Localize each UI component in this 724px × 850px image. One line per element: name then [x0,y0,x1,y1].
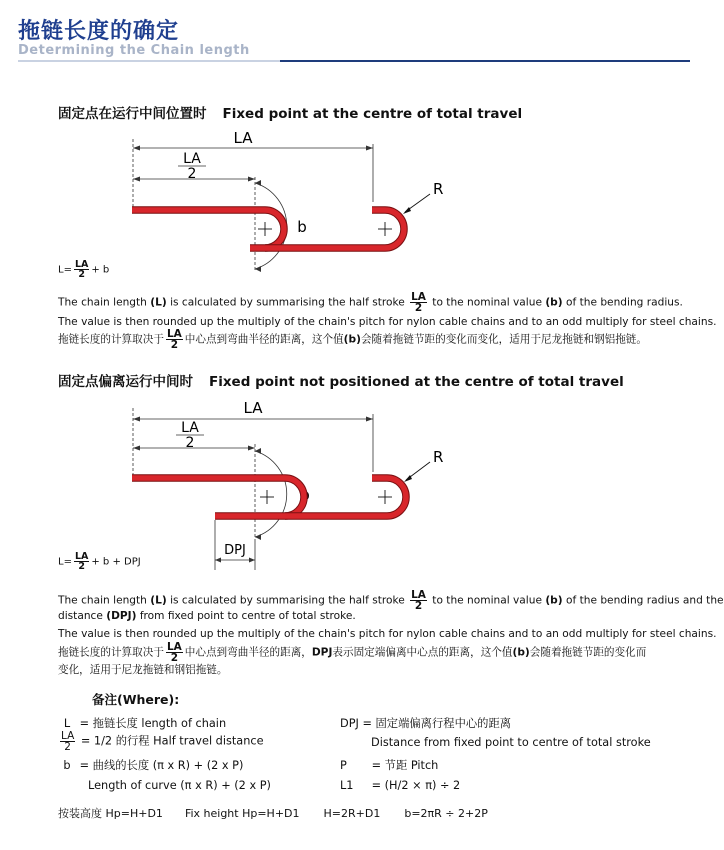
legend-row-dpj-en: Distance from fixed point to centre of total stroke [371,736,651,749]
section1-text-line2: The value is then rounded up the multiply of the chain's pitch for nylon cable chains and to an odd multiply for steel chains. [58,316,717,328]
section2-heading-en: Fixed point not positioned at the centre of total travel [209,374,624,390]
radius-r-label: R [433,180,444,198]
header-rule [280,60,690,62]
formula2-numerator: LA [74,551,89,562]
section2-heading [58,370,624,390]
formula-numerator: LA [74,259,89,270]
legend-row-b: b = 曲线的长度 (π x R) + (2 x P) [63,759,244,772]
section1-text-line1: The chain length (L) is calculated by summarising the half stroke $\frac{LA}{2}$ to the nominal value (b) of the bending radius. [58,291,683,314]
section1-text-line3: 拖链长度的计算取决于 $\frac{LA}{2}$ 中心点到弯曲半径的距离，这个值(b)会随着拖链节距的变化而变化，适用于尼龙拖链和钢铝拖链。 [58,328,647,351]
diagram-offset-fixed-point [50,392,510,570]
half-la-numerator: LA [183,151,201,167]
header-underline-light [18,60,280,62]
legend-footer: 按装高度 Hp=H+D1 Fix height Hp=H+D1 H=2R+D1 b=2πR ÷ 2+2P [58,807,488,820]
legend-row-dpj: DPJ = 固定端偏离行程中心的距离 [340,717,512,730]
page-title: 拖链长度的确定 [18,19,180,44]
legend-row-l: L = 拖链长度 length of chain [63,717,227,730]
radius-r-label-2: R [433,448,444,466]
section2-text-line2: distance (DPJ) from fixed point to centre of total stroke. [58,610,356,622]
section1-heading-en: Fixed point at the centre of total travel [222,106,523,122]
formula2-denominator: 2 [78,561,85,572]
section2-text-line3: The value is then rounded up the multiply of the chain's pitch for nylon cable chains and to an odd multiply for steel chains. [58,628,717,640]
page-subtitle: Determining the Chain length [18,43,250,58]
legend-row-p: P = 节距 Pitch [340,759,439,772]
half-la-denominator: 2 [187,166,197,182]
formula-denominator: 2 [78,269,85,280]
section1-heading [58,102,522,122]
half-la-denominator-2: 2 [185,435,195,451]
legend-row-half-la: $\frac{LA}{2}$ = 1/2 的行程 Half travel distance [61,730,264,753]
bend-length-b-label: b [297,218,307,236]
legend-row-curve: Length of curve (π x R) + (2 x P) [88,779,271,792]
section2-heading-cn: 固定点偏离运行中间时 [58,374,193,390]
formula2-lhs: L= [58,556,72,568]
dpj-label: DPJ [224,543,246,558]
bend-length-b-label-2: b [300,486,310,504]
diagram-centre-fixed-point [50,122,510,280]
section2-text-line5: 变化，适用于尼龙拖链和钢铝拖链。 [58,664,228,676]
la-label-2: LA [243,399,263,417]
section2-text-line4: 拖链长度的计算取决于 $\frac{LA}{2}$ 中心点到弯曲半径的距离，DPJ表示固定端偏离中心点的距离，这个值(b)会随着拖链节距的变化而 [58,641,647,664]
la-label: LA [233,129,253,147]
formula2-rest: + b + DPJ [91,556,141,568]
formula-centre [58,260,109,279]
half-la-numerator-2: LA [181,420,199,436]
section1-heading-cn: 固定点在运行中间位置时 [58,106,207,122]
formula-offset [58,552,141,571]
section2-text-line1: The chain length (L) is calculated by summarising the half stroke $\frac{LA}{2}$ to the nominal value (b) of the bending radius and the [58,589,724,612]
formula-rest: + b [91,264,110,276]
formula-lhs: L= [58,264,72,276]
legend-heading: 备注(Where): [92,692,180,707]
legend-row-l1: L1 = (H/2 × π) ÷ 2 [340,779,461,792]
